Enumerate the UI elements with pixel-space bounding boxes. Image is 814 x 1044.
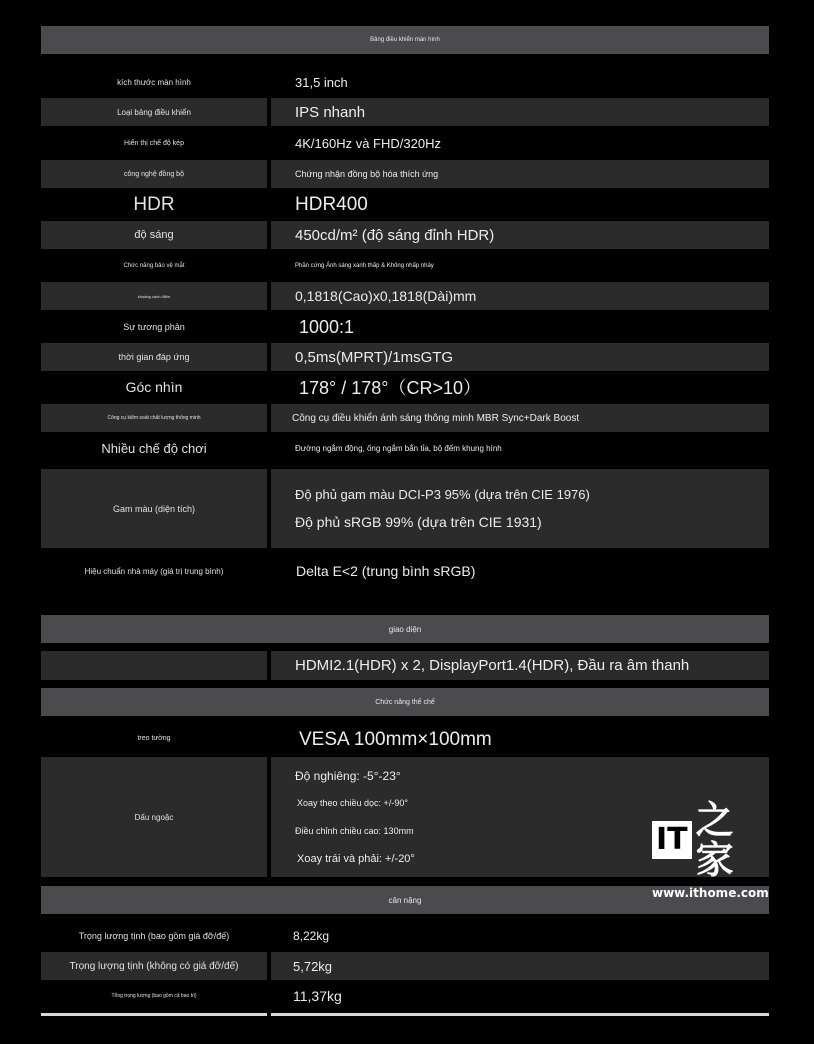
label-net-with-stand: Trọng lượng tịnh (bao gồm giá đỡ/đế) [78,931,230,941]
label-sync: công nghệ đồng bộ [41,160,267,188]
section-header-panel: Bảng điều khiển màn hình [41,26,769,54]
label-brightness: độ sáng [41,221,267,249]
label-gamut: Gam màu (diện tích) [41,469,267,548]
bottom-rule-left [41,1013,267,1016]
section-header-weight: cân nặng [41,886,769,914]
value-sync: Chứng nhận đồng bộ hóa thích ứng [271,160,769,188]
ithome-logo [652,797,764,882]
value-wall-mount: VESA 100mm×100mm [299,729,492,750]
label-ports [41,651,267,680]
value-contrast: 1000:1 [299,316,355,337]
section-header-interface: giao diện [41,615,769,643]
ithome-url: www.ithome.com [652,886,769,900]
value-eye-care: Phần cứng Ánh sáng xanh thấp & Không nhấp nháy [295,263,434,269]
value-viewing-angle: 178° / 178°（CR>10） [299,378,481,398]
value-dual-mode: 4K/160Hz và FHD/320Hz [295,135,441,151]
label-net-without-stand: Trọng lượng tịnh (không có giá đỡ/đế) [41,952,267,980]
value-size: 31,5 inch [295,74,348,90]
label-calibration: Hiệu chuẩn nhà máy (giá trị trung bình) [84,566,224,576]
label-wall-mount: treo tường [137,734,171,742]
value-pixel-pitch: 0,1818(Cao)x0,1818(Dài)mm [271,282,769,310]
value-gross: 11,37kg [293,988,342,1004]
section-header-design: Chức năng thể chế [41,688,769,716]
label-response: thời gian đáp ứng [41,343,267,371]
gamut-dci-p3: Độ phủ gam màu DCI-P3 95% (dựa trên CIE 1976) [295,487,590,502]
bottom-rule-right [271,1013,769,1016]
stand-pivot: Xoay theo chiều dọc: +/-90° [297,798,408,808]
gamut-srgb: Độ phủ sRGB 99% (dựa trên CIE 1931) [295,514,542,530]
ithome-watermark [652,797,769,900]
stand-tilt: Độ nghiêng: -5°-23° [295,769,401,783]
value-response: 0,5ms(MPRT)/1msGTG [271,343,769,371]
value-panel-type: IPS nhanh [271,98,769,126]
label-viewing-angle: Góc nhìn [125,379,183,395]
label-smart-light: Công cụ kiểm soát chất lượng thông minh [41,404,267,432]
ithome-logo-glyph: 之家 [695,797,734,882]
value-net-without-stand: 5,72kg [271,952,769,980]
label-contrast: Sự tương phản [123,322,185,332]
value-game-mode: Đường ngắm động, ống ngắm bắn tỉa, bộ đếm khung hình [295,443,502,453]
value-brightness: 450cd/m² (độ sáng đỉnh HDR) [271,221,769,249]
stand-height: Điều chỉnh chiều cao: 130mm [295,826,414,836]
label-gross: Tổng trọng lượng (bao gồm cả bao bì) [111,993,197,999]
label-dual-mode: Hiển thị chế độ kép [124,139,184,147]
value-smart-light: Công cụ điều khiển ánh sáng thông minh MBR Sync+Dark Boost [271,404,769,432]
stand-swivel: Xoay trái và phải: +/-20° [297,853,415,865]
value-hdr: HDR400 [295,194,368,215]
label-panel-type: Loại bảng điều khiển [41,98,267,126]
label-pixel-pitch: khoảng cách điểm [41,282,267,310]
label-hdr: HDR [133,194,175,215]
value-calibration: Delta E<2 (trung bình sRGB) [296,563,476,579]
value-ports: HDMI2.1(HDR) x 2, DisplayPort1.4(HDR), Đầu ra âm thanh [271,651,769,680]
value-gamut [271,469,769,548]
label-game-mode: Nhiều chế độ chơi [101,440,207,456]
label-stand: Dấu ngoặc [41,757,267,877]
value-net-with-stand: 8,22kg [293,929,330,943]
label-eye-care: Chức năng bảo vệ mắt [123,263,185,269]
ithome-logo-it: IT [652,821,692,859]
label-size: kích thước màn hình [117,77,191,87]
